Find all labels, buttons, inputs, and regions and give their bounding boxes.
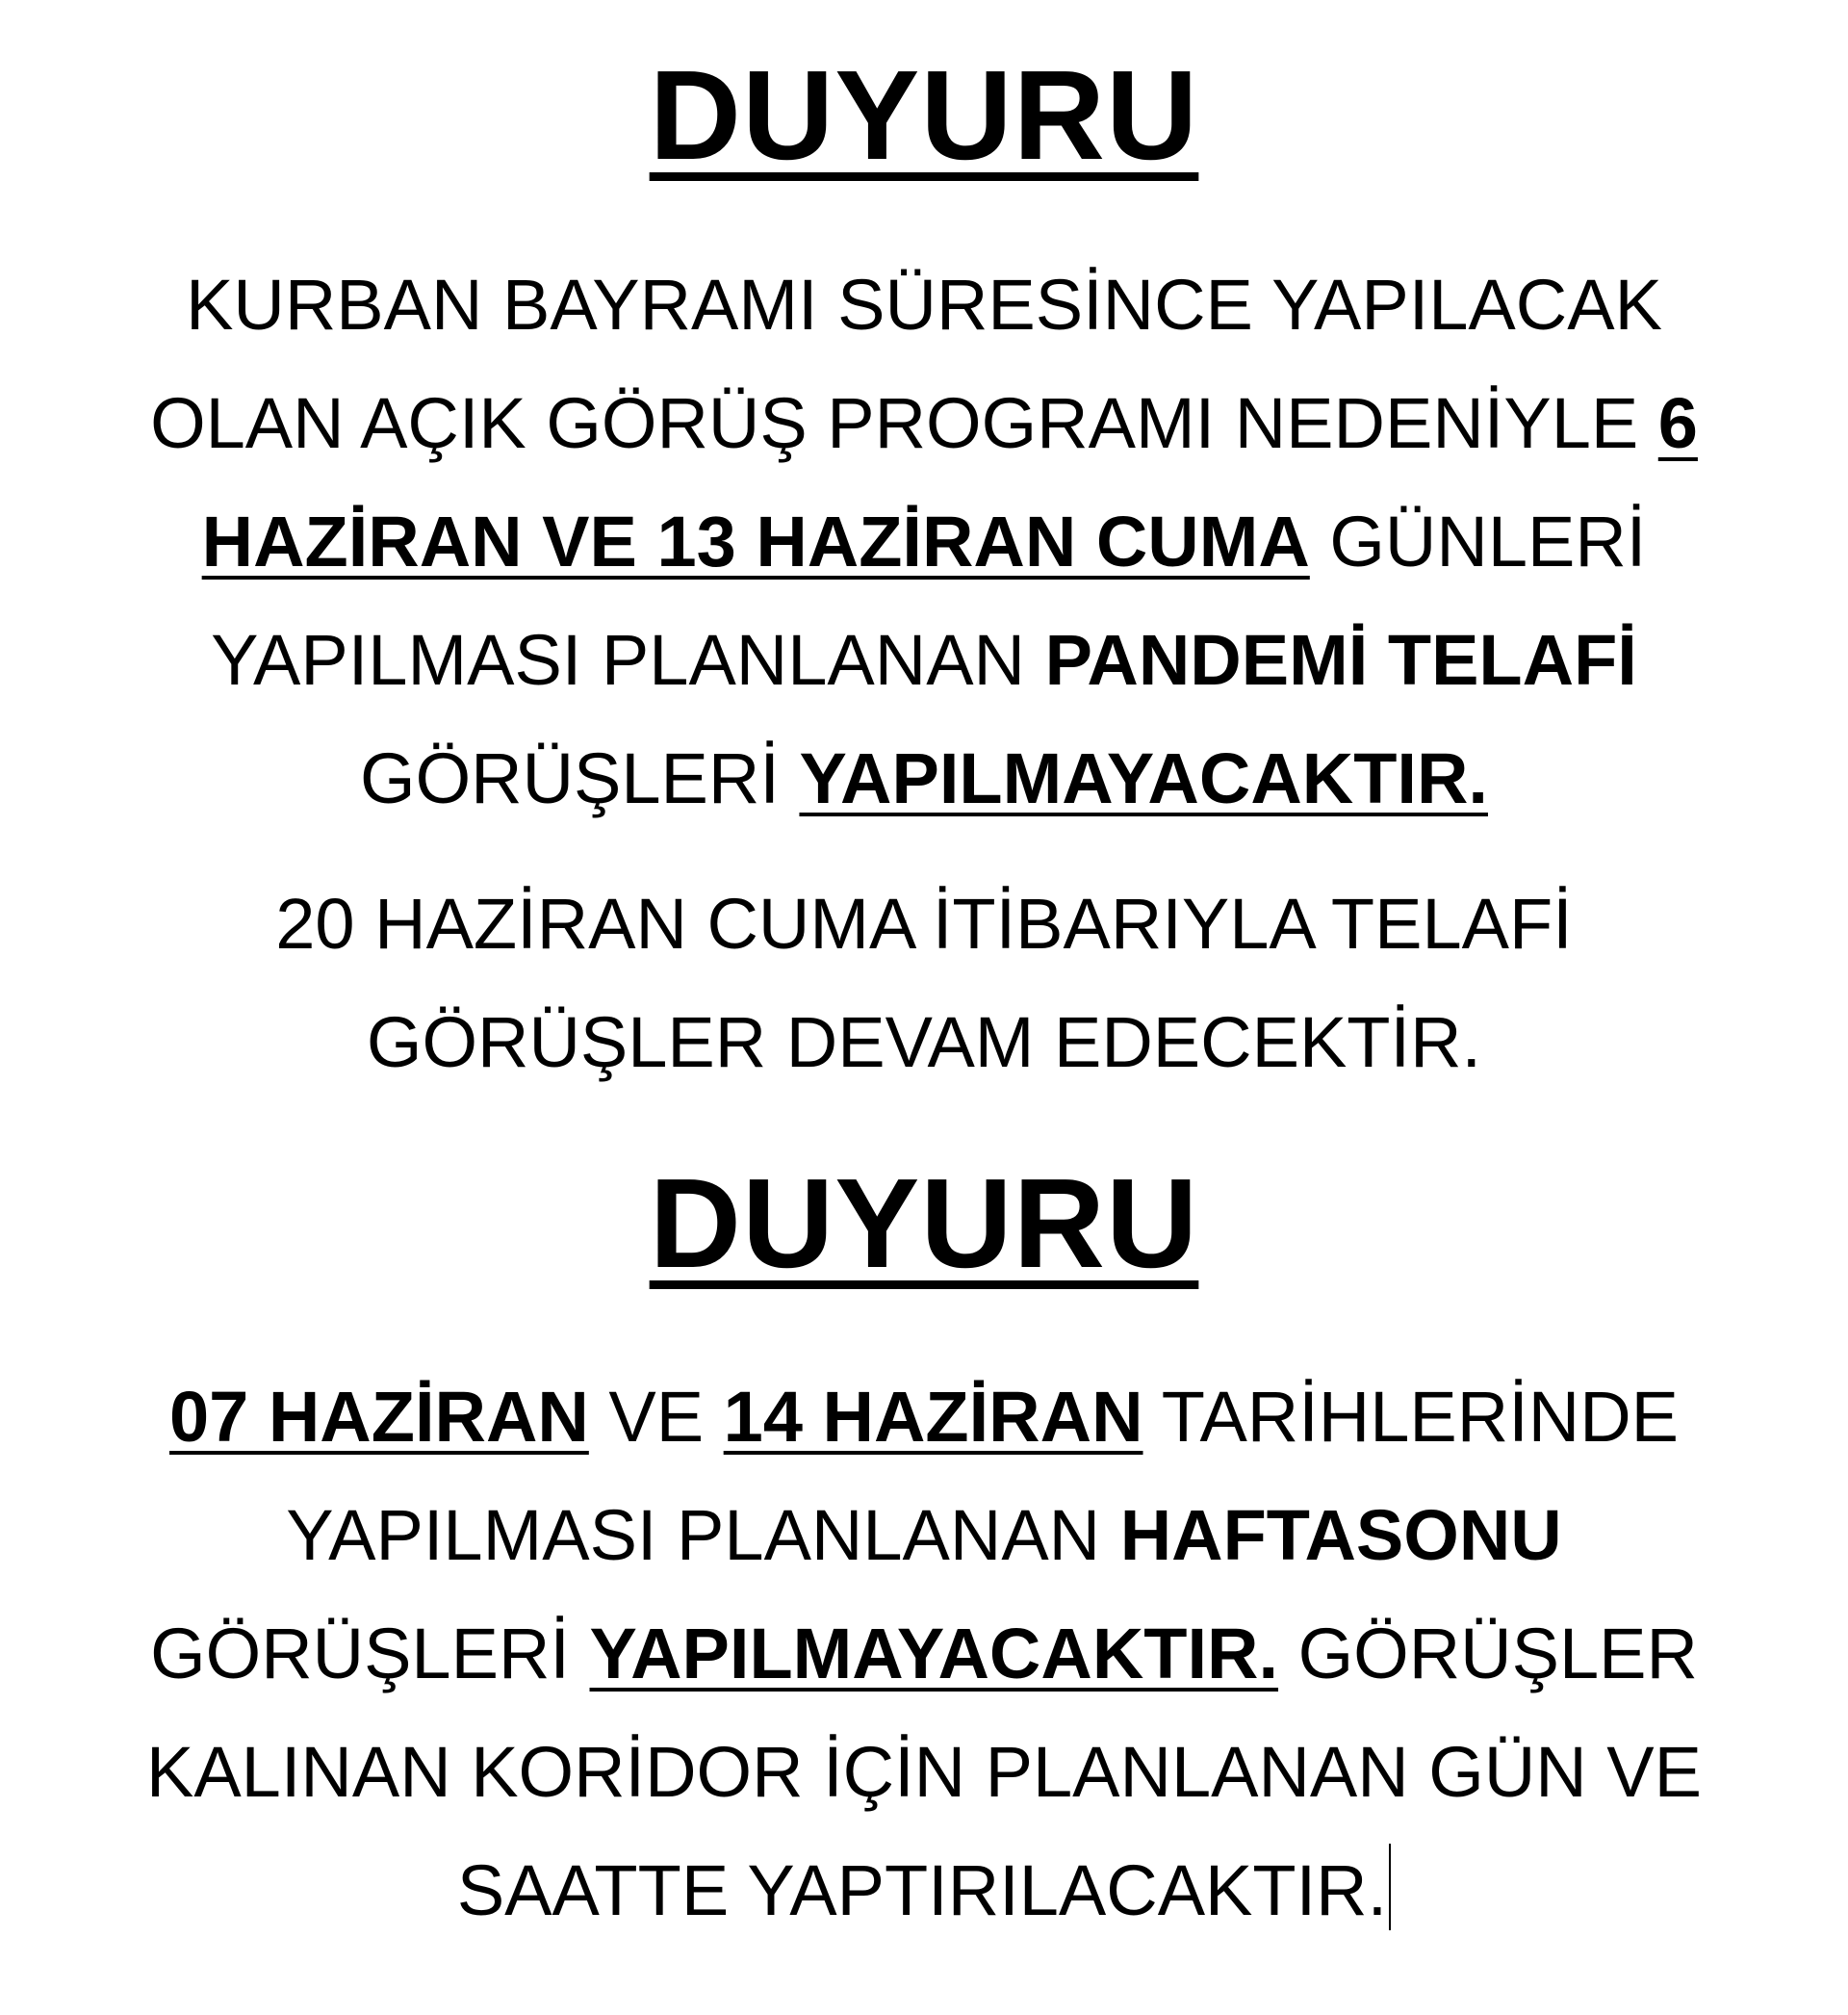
announcement-2-body	[77, 1357, 1771, 1950]
announcement-title-2	[0, 1151, 1848, 1296]
body-1-line-3-emphasis: HAZİRAN VE 13 HAZİRAN CUMA	[201, 502, 1310, 581]
body-2-line-1-date-2: 14 HAZİRAN	[723, 1377, 1143, 1457]
body-1-line-5	[77, 719, 1771, 838]
body-2-line-1-mid: VE	[588, 1377, 724, 1457]
body-2-line-4: KALINAN KORİDOR İÇİN PLANLANAN GÜN VE	[145, 1732, 1703, 1812]
body-2-line-1-date-1: 07 HAZİRAN	[168, 1377, 589, 1457]
body-2-line-5	[77, 1831, 1771, 1950]
body-1-line-5-emphasis: YAPILMAYACAKTIR.	[799, 738, 1488, 818]
body-2-line-1	[77, 1357, 1771, 1476]
body-1-line-4-bold: PANDEMİ TELAFİ	[1044, 620, 1637, 700]
body-1-line-4-text: YAPILMASI PLANLANAN	[211, 620, 1045, 700]
body-2-line-5-text: SAATTE YAPTIRILACAKTIR.	[456, 1850, 1388, 1930]
announcement-title-1-text: DUYURU	[649, 44, 1199, 186]
body-2-line-3-emphasis: YAPILMAYACAKTIR.	[589, 1614, 1279, 1693]
body-1-line-2-emphasis: 6	[1657, 383, 1698, 463]
announcement-1-note	[77, 865, 1771, 1101]
body-2-line-2-text: YAPILMASI PLANLANAN	[286, 1495, 1120, 1575]
text-cursor[interactable]	[1389, 1844, 1391, 1930]
body-2-line-3-tail: GÖRÜŞLER	[1278, 1614, 1698, 1693]
body-1-line-2-text: OLAN AÇIK GÖRÜŞ PROGRAMI NEDENİYLE	[150, 383, 1658, 463]
body-1-line-1: KURBAN BAYRAMI SÜRESİNCE YAPILACAK	[186, 265, 1662, 345]
note-line-1: 20 HAZİRAN CUMA İTİBARIYLA TELAFİ	[275, 884, 1573, 964]
body-1-line-4	[77, 601, 1771, 719]
body-2-line-2	[77, 1476, 1771, 1594]
body-2-line-2-bold: HAFTASONU	[1119, 1495, 1562, 1575]
body-2-line-3-text: GÖRÜŞLERİ	[150, 1614, 590, 1693]
note-line-2: GÖRÜŞLER DEVAM EDECEKTİR.	[366, 1002, 1482, 1082]
body-1-line-3-text: GÜNLERİ	[1309, 502, 1647, 581]
body-1-line-5-text: GÖRÜŞLERİ	[360, 738, 800, 818]
announcement-1-body	[77, 245, 1771, 838]
body-1-line-3	[77, 482, 1771, 601]
announcement-title-1	[0, 43, 1848, 188]
body-1-line-2	[77, 364, 1771, 482]
body-2-line-3	[77, 1594, 1771, 1713]
announcement-title-2-text: DUYURU	[649, 1152, 1199, 1294]
body-2-line-1-text: TARİHLERİNDE	[1142, 1377, 1679, 1457]
